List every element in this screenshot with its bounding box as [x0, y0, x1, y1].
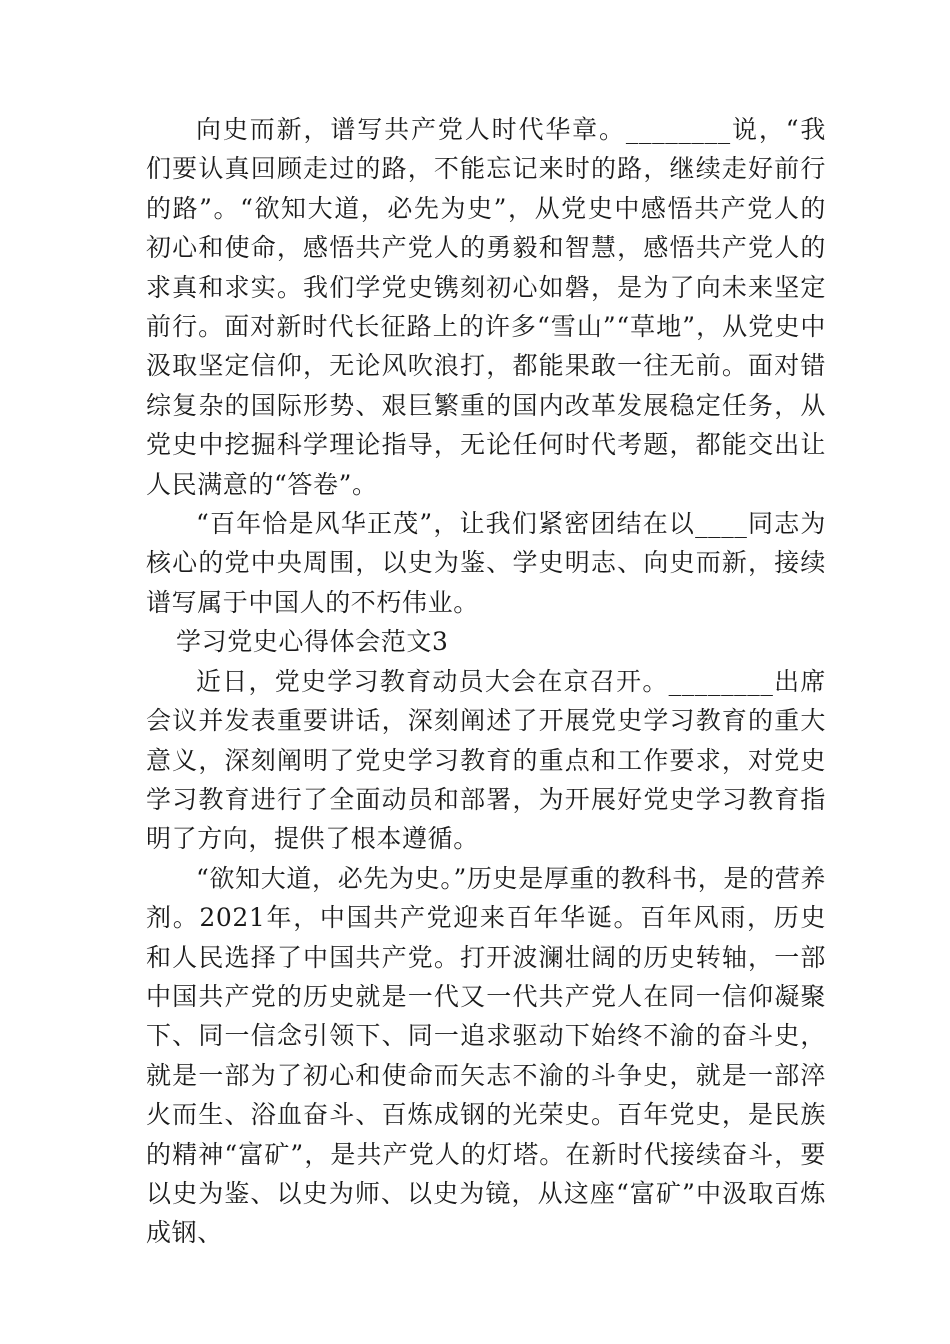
document-body [146, 110, 826, 1253]
section-title: 学习党史心得体会范文3 [176, 627, 449, 657]
paragraph-history-textbook: “欲知大道，必先为史。”历史是厚重的教科书，是的营养剂。2021年，中国共产党迎来百年华诞。百年风雨，历史和人民选择了中国共产党。打开波澜壮阔的历史转轴，一部中国共产党的历史就是一代又一代共产党人在同一信仰凝聚下、同一信念引领下、同一追求驱动下始终不渝的奋斗史，就是一部为了初心和使命而矢志不渝的斗争史，就是一部淬火而生、浴血奋斗、百炼成钢的光荣史。百年党史，是民族的精神“富矿”，是共产党人的灯塔。在新时代接续奋斗，要以史为鉴、以史为师、以史为镜，从这座“富矿”中汲取百炼成钢、 [146, 863, 826, 1248]
paragraph-history-new: 向史而新，谱写共产党人时代华章。________说，“我们要认真回顾走过的路，不能忘记来时的路，继续走好前行的路”。“欲知大道，必先为史”，从党史中感悟共产党人的初心和使命，感悟共产党人的勇毅和智慧，感悟共产党人的求真和求实。我们学党史镌刻初心如磐，是为了向未来坚定前行。面对新时代长征路上的许多“雪山”“草地”，从党史中汲取坚定信仰，无论风吹浪打，都能果敢一往无前。面对错综复杂的国际形势、艰巨繁重的国内改革发展稳定任务，从党史中挖掘科学理论指导，无论任何时代考题，都能交出让人民满意的“答卷”。 [146, 115, 826, 499]
paragraph-meeting: 近日，党史学习教育动员大会在京召开。________出席会议并发表重要讲话，深刻阐述了开展党史学习教育的重大意义，深刻阐明了党史学习教育的重点和工作要求，对党史学习教育进行了全面动员和部署，为开展好党史学习教育指明了方向，提供了根本遵循。 [146, 666, 826, 854]
paragraph-century: “百年恰是风华正茂”，让我们紧密团结在以____同志为核心的党中央周围，以史为鉴、学史明志、向史而新，接续谱写属于中国人的不朽伟业。 [146, 509, 826, 617]
